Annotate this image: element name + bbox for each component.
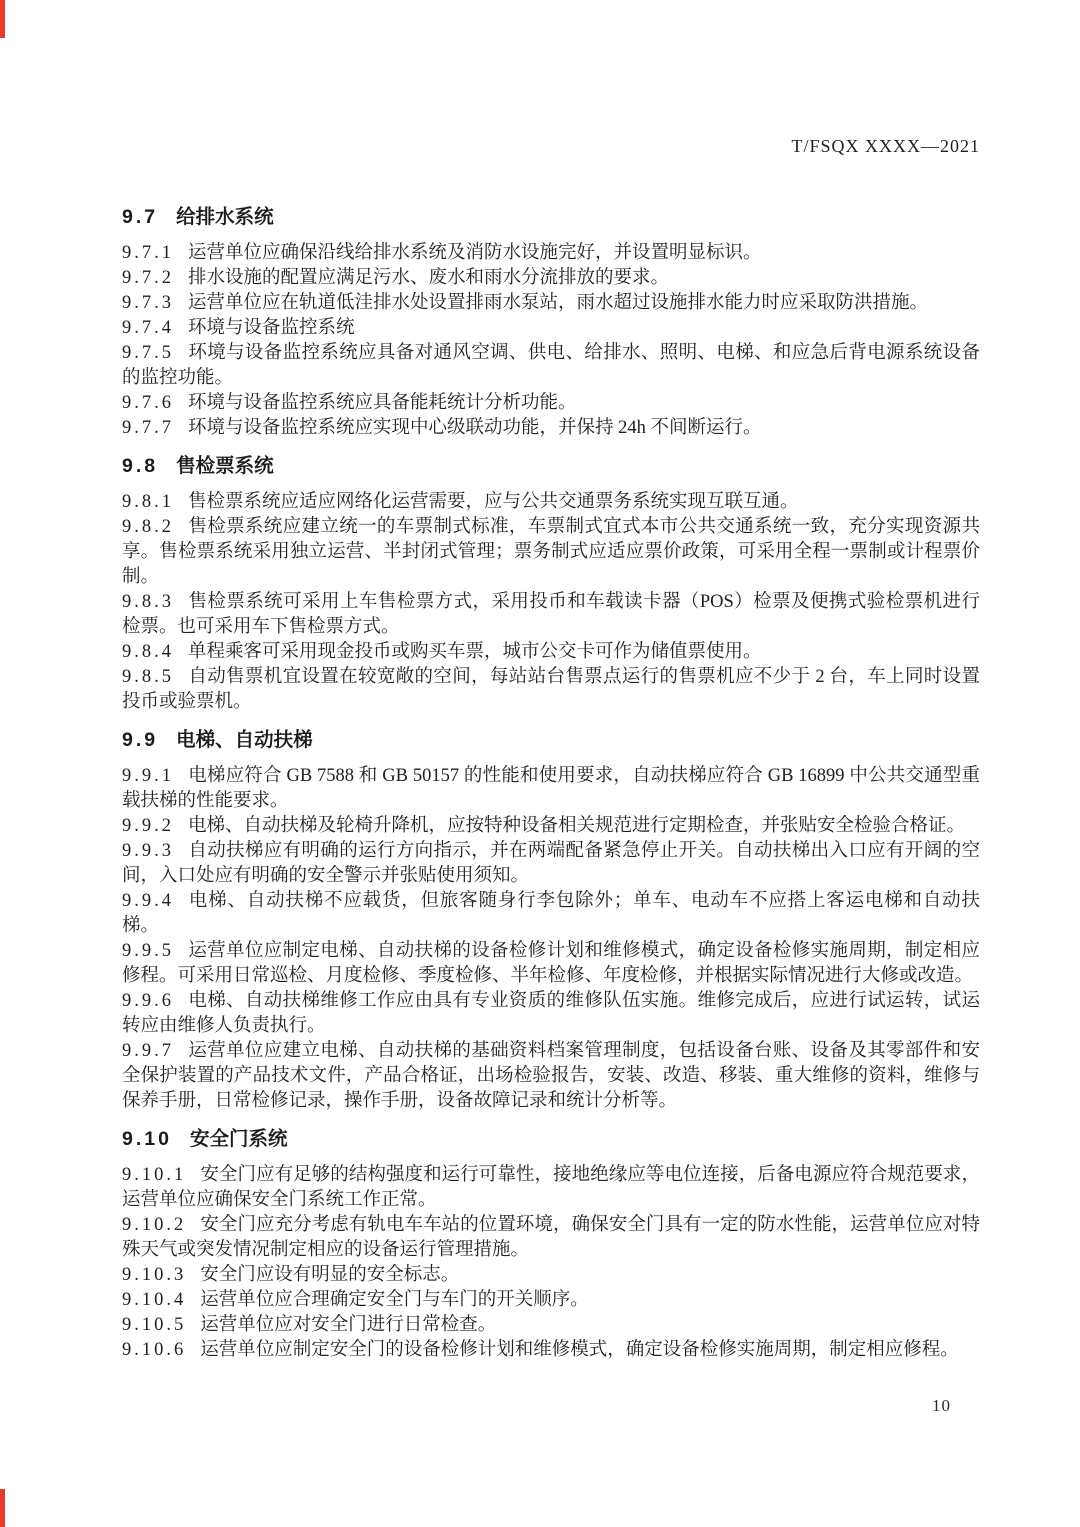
section-title: 给排水系统	[176, 206, 274, 228]
clause	[122, 416, 980, 441]
clause	[122, 939, 980, 989]
clause-text: 售检票系统应建立统一的车票制式标准，车票制式宜式本市公共交通系统一致，充分实现资源共享。售检票系统采用独立运营、半封闭式管理；票务制式应适应票价政策，可采用全程一票制或计程票价制。	[122, 517, 980, 587]
clause-number: 9.9.3	[122, 841, 174, 861]
clause-number: 9.9.4	[122, 891, 174, 911]
section-title: 售检票系统	[176, 455, 274, 477]
clause-text: 运营单位应制定电梯、自动扶梯的设备检修计划和维修模式，确定设备检修实施周期，制定相应修程。可采用日常巡检、月度检修、季度检修、半年检修、年度检修，并根据实际情况进行大修或改造。	[122, 941, 980, 986]
clause-text: 电梯、自动扶梯不应载货，但旅客随身行李包除外；单车、电动车不应搭上客运电梯和自动扶梯。	[122, 891, 980, 936]
clause-text: 运营单位应确保沿线给排水系统及消防水设施完好，并设置明显标识。	[188, 243, 762, 263]
clause-number: 9.9.7	[122, 1041, 174, 1061]
clause-number: 9.10.1	[122, 1165, 187, 1185]
clause-number: 9.7.1	[122, 243, 174, 263]
clause-text: 运营单位应制定安全门的设备检修计划和维修模式，确定设备检修实施周期，制定相应修程。	[200, 1340, 959, 1360]
clause-text: 运营单位应在轨道低洼排水处设置排雨水泵站，雨水超过设施排水能力时应采取防洪措施。	[188, 293, 929, 313]
clause	[122, 241, 980, 266]
clause	[122, 291, 980, 316]
clause	[122, 391, 980, 416]
clause-text: 单程乘客可采用现金投币或购买车票，城市公交卡可作为储值票使用。	[188, 642, 762, 662]
clause	[122, 590, 980, 640]
clause	[122, 1288, 980, 1313]
clause-number: 9.9.6	[122, 991, 174, 1011]
clause-number: 9.10.2	[122, 1215, 187, 1235]
clause	[122, 839, 980, 889]
section-number: 9.9	[122, 729, 159, 751]
clause	[122, 1039, 980, 1114]
section-heading	[122, 206, 980, 229]
clause-number: 9.10.6	[122, 1340, 187, 1360]
clause	[122, 989, 980, 1039]
section-heading	[122, 1128, 980, 1151]
clause-text: 环境与设备监控系统应实现中心级联动功能，并保持 24h 不间断运行。	[188, 418, 762, 438]
section-title: 电梯、自动扶梯	[176, 729, 313, 751]
clause-number: 9.7.6	[122, 393, 174, 413]
clause-number: 9.8.2	[122, 517, 174, 537]
clause-number: 9.8.1	[122, 492, 174, 512]
clause	[122, 764, 980, 814]
clause	[122, 814, 980, 839]
clause	[122, 266, 980, 291]
clause-number: 9.9.1	[122, 766, 174, 786]
clause-number: 9.9.5	[122, 941, 174, 961]
clause-text: 售检票系统应适应网络化运营需要，应与公共交通票务系统实现互联互通。	[188, 492, 799, 512]
section-number: 9.7	[122, 206, 159, 228]
clause-text: 环境与设备监控系统应具备对通风空调、供电、给排水、照明、电梯、和应急后背电源系统设备的监控功能。	[122, 343, 980, 388]
clause	[122, 1313, 980, 1338]
section-heading	[122, 455, 980, 478]
standard-code-header: T/FSQX XXXX—2021	[791, 136, 980, 156]
clause-text: 自动扶梯应有明确的运行方向指示，并在两端配备紧急停止开关。自动扶梯出入口应有开阔的空间，入口处应有明确的安全警示并张贴使用须知。	[122, 841, 980, 886]
clause-text: 自动售票机宜设置在较宽敞的空间，每站站台售票点运行的售票机应不少于 2 台，车上同时设置投币或验票机。	[122, 667, 980, 712]
clause-number: 9.7.3	[122, 293, 174, 313]
clause-text: 安全门应设有明显的安全标志。	[200, 1265, 460, 1285]
clause	[122, 341, 980, 391]
clause-number: 9.7.4	[122, 318, 174, 338]
clause-number: 9.9.2	[122, 816, 174, 836]
clause-text: 运营单位应对安全门进行日常检查。	[200, 1315, 497, 1335]
clause	[122, 1263, 980, 1288]
clause	[122, 1163, 980, 1213]
clause-text: 电梯、自动扶梯及轮椅升降机，应按特种设备相关规范进行定期检查，并张贴安全检验合格证。	[188, 816, 966, 836]
section-title: 安全门系统	[189, 1128, 288, 1150]
clause	[122, 316, 980, 341]
clause	[122, 889, 980, 939]
clause-text: 安全门应有足够的结构强度和运行可靠性，接地绝缘应等电位连接，后备电源应符合规范要求，运营单位应确保安全门系统工作正常。	[122, 1165, 980, 1210]
clause-text: 排水设施的配置应满足污水、废水和雨水分流排放的要求。	[188, 268, 670, 288]
clause	[122, 1338, 980, 1363]
clause-number: 9.10.5	[122, 1315, 187, 1335]
clause-number: 9.7.5	[122, 343, 174, 363]
clause-text: 电梯、自动扶梯维修工作应由具有专业资质的维修队伍实施。维修完成后，应进行试运转，试运转应由维修人负责执行。	[122, 991, 980, 1036]
clause-number: 9.10.4	[122, 1290, 187, 1310]
clause-number: 9.8.5	[122, 667, 174, 687]
scan-artifact-mark-top	[0, 0, 5, 38]
clause	[122, 665, 980, 715]
clause-number: 9.8.4	[122, 642, 174, 662]
clause-number: 9.10.3	[122, 1265, 187, 1285]
section-number: 9.10	[122, 1128, 172, 1150]
clause-text: 安全门应充分考虑有轨电车车站的位置环境，确保安全门具有一定的防水性能，运营单位应对特殊天气或突发情况制定相应的设备运行管理措施。	[122, 1215, 980, 1260]
section-heading	[122, 729, 980, 752]
clause	[122, 1213, 980, 1263]
clause-text: 售检票系统可采用上车售检票方式，采用投币和车载读卡器（POS）检票及便携式验检票机进行检票。也可采用车下售检票方式。	[122, 592, 980, 637]
clause-number: 9.8.3	[122, 592, 174, 612]
clause-text: 环境与设备监控系统	[188, 318, 355, 338]
clause-text: 环境与设备监控系统应具备能耗统计分析功能。	[188, 393, 577, 413]
section-number: 9.8	[122, 455, 159, 477]
clause-number: 9.7.7	[122, 418, 174, 438]
clause	[122, 640, 980, 665]
clause-number: 9.7.2	[122, 268, 174, 288]
clause-text: 运营单位应合理确定安全门与车门的开关顺序。	[200, 1290, 589, 1310]
document-body	[122, 0, 980, 1363]
clause	[122, 515, 980, 590]
scan-artifact-mark-bottom	[0, 1489, 5, 1527]
clause-text: 运营单位应建立电梯、自动扶梯的基础资料档案管理制度，包括设备台账、设备及其零部件和安全保护装置的产品技术文件，产品合格证，出场检验报告，安装、改造、移装、重大维修的资料，维修与保养手册，日常检修记录，操作手册，设备故障记录和统计分析等。	[122, 1041, 980, 1111]
clause-text: 电梯应符合 GB 7588 和 GB 50157 的性能和使用要求，自动扶梯应符合 GB 16899 中公共交通型重载扶梯的性能要求。	[122, 766, 980, 811]
clause	[122, 490, 980, 515]
page-number: 10	[932, 1396, 951, 1415]
